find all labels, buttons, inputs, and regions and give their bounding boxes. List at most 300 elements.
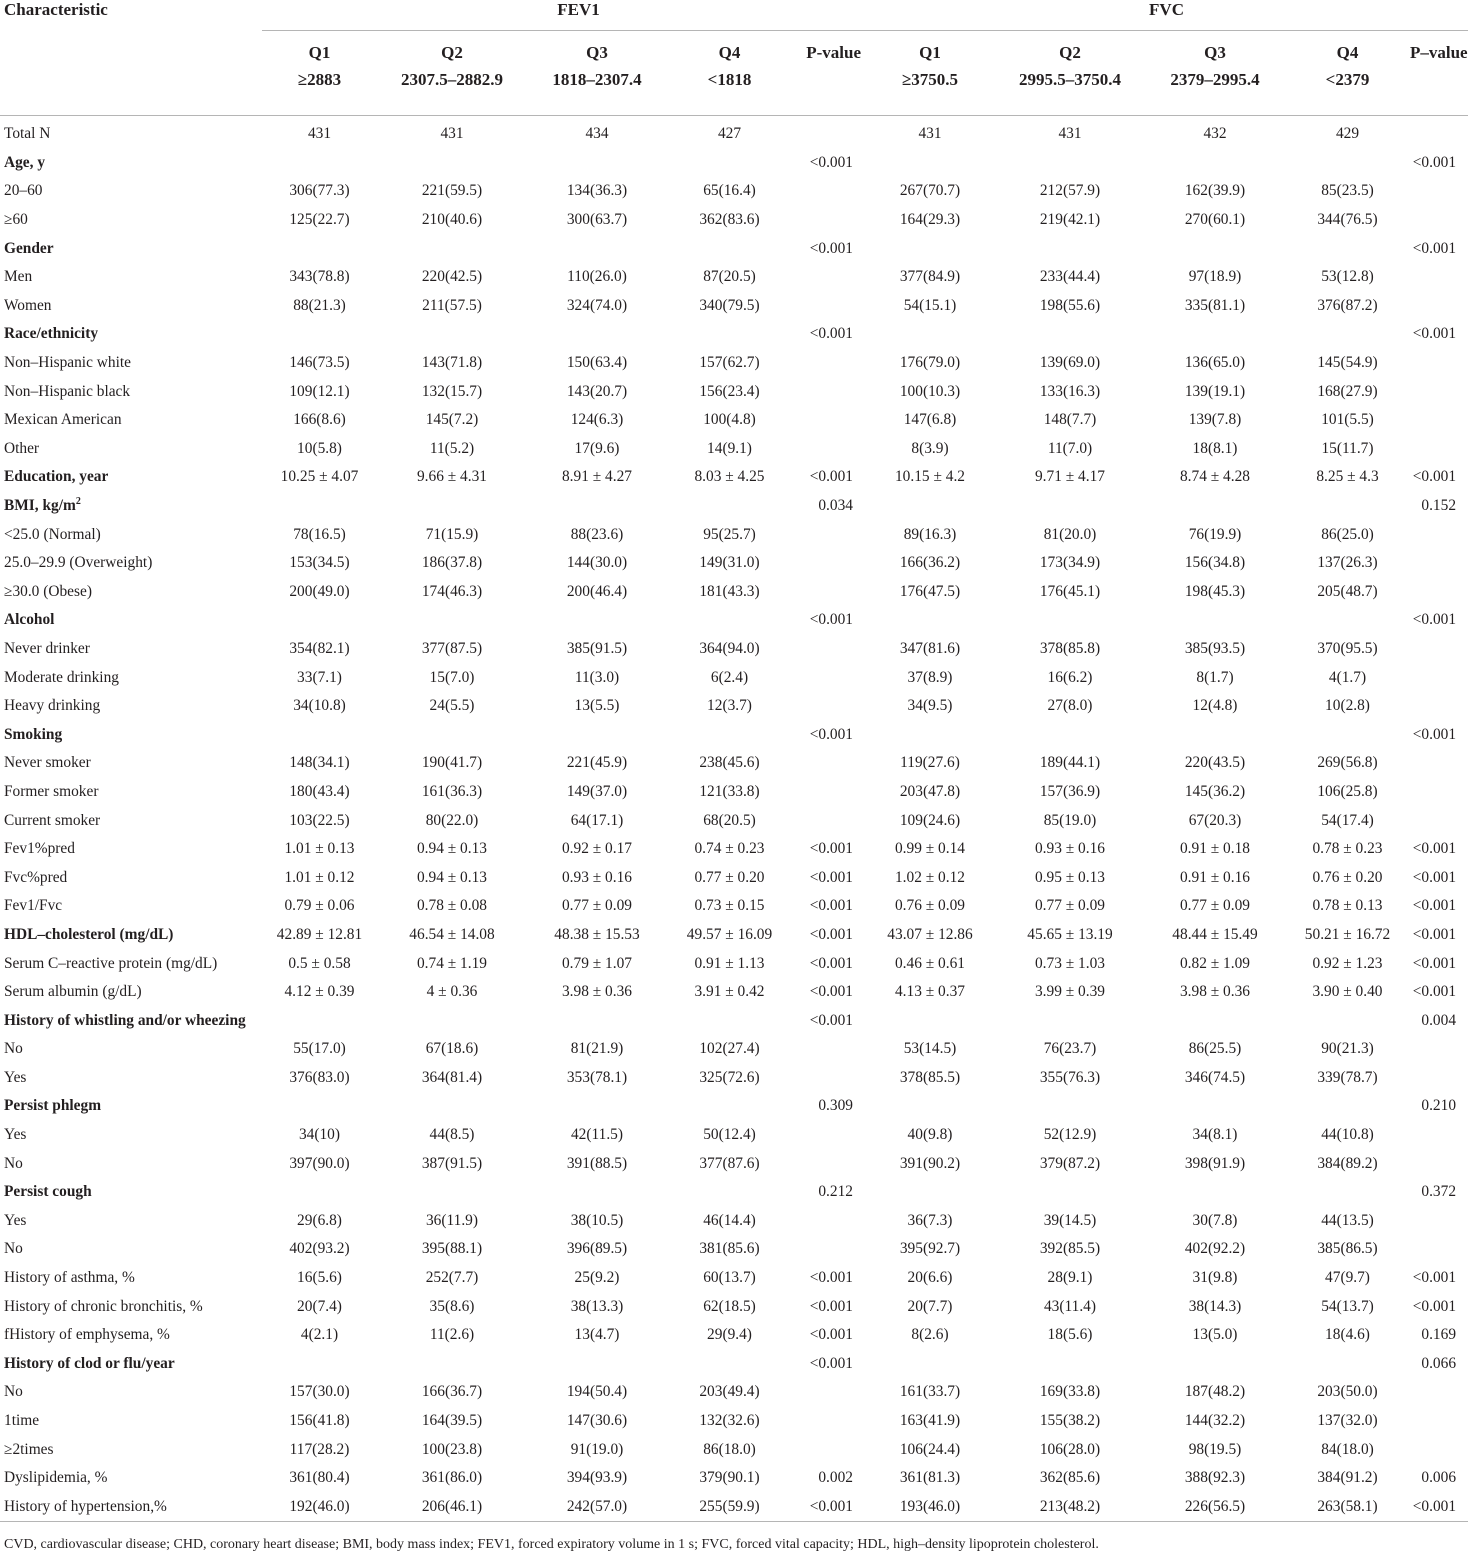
fvc-q4-cell [1285,1006,1410,1035]
fvc-q4-cell: 384(91.2) [1317,1469,1378,1487]
fvc-q3-cell: 270(60.1) [1184,211,1246,229]
fev1-q2-cell: 143(71.8) [421,354,483,372]
fvc-q1-cell [865,234,995,263]
fvc-q4-cell [1285,606,1410,635]
fvc-q4-cell: 344(76.5) [1317,211,1378,229]
fvc-q4-cell: 145(54.9) [1317,354,1378,372]
table-row [0,292,1468,321]
fev1-pvalue-cell [792,692,865,721]
fvc-q3-cell: 0.91 ± 0.16 [1179,868,1250,886]
fvc-q1-cell: 54(15.1) [903,296,957,314]
fev1-q2-cell: 67(18.6) [425,1040,479,1058]
fev1-q1-cell: 55(17.0) [293,1040,346,1058]
fev1-q4-cell [667,1092,792,1121]
fvc-q3-cell: 346(74.5) [1184,1068,1246,1086]
fvc-q1-cell: 147(6.8) [903,411,957,429]
fvc-q2-cell: 362(85.6) [1039,1469,1101,1487]
fvc-q1-cell: 391(90.2) [899,1154,961,1172]
table-row [0,492,1468,521]
fvc-q1-cell: 37(8.9) [907,668,953,686]
fev1-q2-cell: 11(5.2) [429,439,475,457]
table-row [0,1464,1468,1493]
row-label: BMI, $kg/m^2$ [4,496,81,515]
fev1-q2-cell [377,1178,527,1207]
fvc-pvalue-cell: <0.001 [1412,1269,1457,1287]
fev1-q4-cell: 29(9.4) [707,1326,752,1344]
fvc-q4-cell: 54(17.4) [1321,811,1374,829]
table-row [0,978,1468,1007]
fvc-q2-cell: 106(28.0) [1039,1440,1101,1458]
row-label: Yes [4,1211,27,1229]
fvc-q2-cell: 43(11.4) [1043,1297,1096,1315]
row-label: History of hypertension,% [0,1493,262,1522]
fvc-pvalue-cell [1410,1149,1468,1178]
fev1-q2-cell: 164(39.5) [421,1412,483,1430]
table-row [0,863,1468,892]
table-row [0,835,1468,864]
fvc-pvalue-cell: <0.001 [1412,468,1457,486]
fev1-q1-cell: 103(22.5) [289,811,350,829]
table-row [0,1235,1468,1264]
fvc-q3-cell: 139(7.8) [1188,411,1242,429]
fev1-q4-cell [667,320,792,349]
fev1-q1-cell [262,720,377,749]
fvc-q4-cell: 137(26.3) [1317,554,1378,572]
fvc-pvalue-cell: <0.001 [1412,1297,1457,1315]
fev1-q1-cell: 354(82.1) [289,639,350,657]
fvc-q1-cell: 100(10.3) [899,382,961,400]
fvc-q2-cell: 148(7.7) [1043,411,1097,429]
fvc-q1-cell: 119(27.6) [900,754,960,772]
fvc-q3-cell: 226(56.5) [1145,1493,1285,1522]
fev1-q4-cell: 3.91 ± 0.42 [694,983,765,1001]
fvc-pvalue-cell [1410,1435,1468,1464]
fvc-pvalue-cell [1410,1235,1468,1264]
fev1-pvalue-cell: 0.309 [818,1097,853,1115]
fev1-q2-cell [377,1350,527,1379]
fev1-pvalue-cell [792,1149,865,1178]
fev1-pvalue-cell: <0.001 [809,983,853,1001]
fvc-q1-cell [865,1092,995,1121]
fvc-q4-cell: 106(25.8) [1317,782,1378,800]
table-row [0,720,1468,749]
fvc-pvalue-cell [1410,435,1468,464]
fvc-pvalue-cell [1410,406,1468,435]
fev1-q3-cell: 147(30.6) [566,1412,628,1430]
fev1-q3-cell: 394(93.9) [566,1469,628,1487]
fev1-q3-cell: 0.77 ± 0.09 [561,897,632,915]
fev1-q3-cell: 324(74.0) [566,296,628,314]
fev1-q4-header: Q4 <1818 [667,31,792,116]
fev1-q3-cell [527,149,667,178]
fvc-pvalue-cell: <0.001 [1412,983,1457,1001]
fev1-q1-cell [262,320,377,349]
fvc-q1-cell: 347(81.6) [899,639,961,657]
fvc-q4-cell: 137(32.0) [1317,1412,1378,1430]
row-label: Alcohol [4,611,55,629]
fvc-pvalue-cell [1410,1035,1468,1064]
row-label: ≥60 [4,211,28,229]
row-label: Former smoker [4,782,99,800]
table-row [0,778,1468,807]
fev1-pvalue-cell [792,578,865,607]
fev1-q1-cell: 376(83.0) [289,1068,350,1086]
fvc-q1-cell: 34(9.5) [907,697,953,715]
fvc-q4-cell: 10(2.8) [1325,697,1370,715]
table-row [0,406,1468,435]
fev1-q3-cell: 13(4.7) [574,1326,620,1344]
fev1-q1-cell: 192(46.0) [262,1493,377,1522]
fev1-q1-cell: 125(22.7) [289,211,350,229]
fev1-q4-cell: 340(79.5) [699,296,760,314]
fev1-q2-cell: 206(46.1) [377,1493,527,1522]
fvc-q3-cell: 98(19.5) [1188,1440,1242,1458]
row-label: Age, y [4,153,46,171]
fev1-pvalue-cell [792,1121,865,1150]
fvc-q4-cell [1285,234,1410,263]
fev1-q4-cell [667,606,792,635]
row-label: ≥30.0 (Obese) [4,582,92,600]
fvc-q3-cell: 34(8.1) [1192,1126,1238,1144]
fev1-pvalue-cell: <0.001 [809,1011,853,1029]
table-row [0,806,1468,835]
fev1-q2-cell: 71(15.9) [425,525,479,543]
table-row [0,549,1468,578]
fvc-q2-cell: 76(23.7) [1043,1040,1097,1058]
fvc-q1-cell [865,1178,995,1207]
fvc-q1-cell: 0.46 ± 0.61 [894,954,965,972]
fev1-q3-cell: 64(17.1) [570,811,624,829]
fev1-q1-cell: 10(5.8) [297,439,342,457]
fvc-q2-cell: 45.65 ± 13.19 [1027,925,1113,943]
fev1-q2-cell: 190(41.7) [421,754,483,772]
row-label: Non–Hispanic white [4,354,131,372]
fvc-group-header: FVC [865,0,1468,31]
fvc-q4-cell: 203(50.0) [1317,1383,1378,1401]
fvc-q2-cell: 85(19.0) [1043,811,1097,829]
fev1-q4-cell: 14(9.1) [707,439,752,457]
fvc-pvalue-cell: <0.001 [1412,868,1457,886]
row-label: History of clod or flu/year [4,1354,175,1372]
fvc-q3-cell [1145,720,1285,749]
row-label: History of whistling and/or wheezing [4,1011,246,1029]
fev1-q3-cell: 150(63.4) [566,354,628,372]
fvc-pvalue-cell [1410,749,1468,778]
fvc-q1-cell: 53(14.5) [903,1040,957,1058]
fvc-q1-cell: 361(81.3) [899,1469,961,1487]
fvc-q3-cell: 187(48.2) [1184,1383,1246,1401]
fvc-q1-cell: 109(24.6) [899,811,961,829]
row-label: HDL–cholesterol (mg/dL) [4,925,174,943]
fev1-q3-cell: 48.38 ± 15.53 [554,925,640,943]
fvc-q1-cell: 166(36.2) [899,554,961,572]
fvc-q4-cell: 54(13.7) [1321,1297,1374,1315]
table-row [0,1292,1468,1321]
fvc-q2-cell: 0.73 ± 1.03 [1034,954,1105,972]
fvc-q3-cell: 198(45.3) [1184,582,1246,600]
fev1-pvalue-cell: <0.001 [809,925,853,943]
fvc-pvalue-cell: 0.169 [1421,1326,1457,1344]
fev1-q1-cell: 361(80.4) [289,1469,350,1487]
fev1-q4-cell: 149(31.0) [699,554,760,572]
fvc-q1-cell: 36(7.3) [907,1211,953,1229]
row-label: Persist cough [4,1183,92,1201]
row-label: History of chronic bronchitis, % [4,1297,203,1315]
fvc-q2-cell: 11(7.0) [1047,439,1093,457]
fvc-pvalue-cell [1410,263,1468,292]
fvc-q3-cell [1145,320,1285,349]
fev1-q4-cell: 0.73 ± 0.15 [694,897,765,915]
fvc-q4-cell: 50.21 ± 16.72 [1304,925,1391,943]
fvc-q4-cell: 0.78 ± 0.13 [1312,897,1383,915]
fev1-q3-cell: 221(45.9) [566,754,628,772]
fev1-q4-cell: 132(32.6) [699,1412,760,1430]
fvc-q2-cell [995,320,1145,349]
fev1-q2-cell: 100(23.8) [421,1440,483,1458]
fev1-q4-cell [667,149,792,178]
fvc-q4-cell: 385(86.5) [1317,1240,1378,1258]
fvc-q1-cell: 40(9.8) [907,1126,953,1144]
fvc-q4-cell [1285,149,1410,178]
fvc-q4-cell: 4(1.7) [1328,668,1367,686]
fvc-q2-cell: 189(44.1) [1039,754,1101,772]
fev1-q2-cell: 0.78 ± 0.08 [416,897,487,915]
row-label: Dyslipidemia, % [4,1469,108,1487]
table-row [0,435,1468,464]
fvc-q2-cell [995,606,1145,635]
fev1-q1-cell: 343(78.8) [289,268,350,286]
fvc-q2-cell: 213(48.2) [995,1493,1145,1522]
fvc-q3-cell: 432 [1203,125,1227,143]
fev1-pvalue-cell [792,263,865,292]
fev1-q3-cell: 17(9.6) [574,439,620,457]
fvc-q2-cell [995,1350,1145,1379]
fvc-q2-cell [995,234,1145,263]
table-row [0,1064,1468,1093]
fvc-q3-cell: 97(18.9) [1188,268,1242,286]
fvc-q4-cell: 44(13.5) [1321,1211,1374,1229]
fvc-q3-cell: 144(32.2) [1184,1412,1246,1430]
fvc-q4-cell: 376(87.2) [1317,296,1378,314]
fev1-q4-cell: 100(4.8) [703,411,756,429]
fvc-q4-cell [1285,320,1410,349]
fev1-q2-cell [377,606,527,635]
fev1-q4-cell: 87(20.5) [703,268,756,286]
fvc-q4-cell [1285,720,1410,749]
table-row [0,1264,1468,1293]
fev1-q2-cell: 132(15.7) [421,382,483,400]
fvc-q2-cell: 169(33.8) [1039,1383,1101,1401]
fev1-q4-cell: 6(2.4) [710,668,749,686]
fvc-q2-cell: 176(45.1) [1039,582,1101,600]
fvc-q2-cell: 0.77 ± 0.09 [1034,897,1105,915]
fev1-q1-cell: 16(5.6) [297,1269,342,1287]
fev1-pvalue-header: P-value [792,31,865,116]
fvc-q3-cell [1145,1178,1285,1207]
fvc-pvalue-cell [1410,635,1468,664]
fvc-q3-cell: 0.77 ± 0.09 [1179,897,1250,915]
fev1-q3-cell: 0.79 ± 1.07 [561,954,632,972]
fev1-q2-cell: 145(7.2) [425,411,479,429]
fev1-q4-cell: 427 [717,125,742,143]
fev1-q4-cell: 0.77 ± 0.20 [694,868,765,886]
fev1-q3-cell: 300(63.7) [566,211,628,229]
fvc-q1-cell: 176(47.5) [899,582,961,600]
fev1-q3-cell: 200(46.4) [566,582,628,600]
fev1-q4-cell [667,492,792,521]
fvc-pvalue-cell [1410,177,1468,206]
fvc-q3-cell [1145,234,1285,263]
fev1-q1-cell: 156(41.8) [289,1412,350,1430]
fev1-q2-cell: 4 ± 0.36 [426,983,478,1001]
table-body [0,116,1468,1522]
fvc-q4-cell [1285,1178,1410,1207]
table-row [0,206,1468,235]
fev1-pvalue-cell [792,635,865,664]
fvc-q2-cell: 81(20.0) [1043,525,1097,543]
fvc-q3-cell: 0.91 ± 0.18 [1179,840,1250,858]
fev1-pvalue-cell: <0.001 [809,239,853,257]
fev1-pvalue-cell [792,806,865,835]
row-label: Fvc%pred [4,868,68,886]
fvc-pvalue-cell: <0.001 [1412,153,1457,171]
fvc-q4-cell: 86(25.0) [1321,525,1374,543]
fev1-q1-cell [262,1350,377,1379]
fvc-q4-cell: 339(78.7) [1317,1068,1378,1086]
fvc-q4-cell: 429 [1335,125,1360,143]
table-row [0,1121,1468,1150]
row-label: Yes [4,1068,27,1086]
fev1-q3-cell: 143(20.7) [566,382,628,400]
fvc-q1-cell [865,1350,995,1379]
fev1-q4-cell: 0.74 ± 0.23 [694,840,765,858]
table-row [0,578,1468,607]
fev1-q2-cell: 361(86.0) [421,1469,483,1487]
fev1-q3-cell: 91(19.0) [570,1440,624,1458]
fev1-q1-cell: 146(73.5) [289,354,350,372]
fvc-q1-cell: 20(6.6) [907,1269,953,1287]
fev1-q1-cell: 0.5 ± 0.58 [288,954,351,972]
fev1-q2-cell [377,149,527,178]
fev1-q4-cell: 86(18.0) [703,1440,756,1458]
fev1-pvalue-cell: <0.001 [809,725,853,743]
fev1-q3-cell [527,492,667,521]
table-row [0,1435,1468,1464]
fev1-q1-cell [262,606,377,635]
fev1-q1-cell: 10.25 ± 4.07 [280,468,359,486]
fev1-q2-cell: 24(5.5) [429,697,475,715]
fev1-pvalue-cell [792,1378,865,1407]
fev1-q3-cell: 353(78.1) [566,1068,628,1086]
row-label: Yes [4,1126,27,1144]
fvc-q3-cell [1145,1350,1285,1379]
table-row [0,520,1468,549]
fev1-q1-cell: 200(49.0) [289,582,350,600]
label-superscript: 2 [75,496,81,508]
fev1-q2-cell: 0.94 ± 0.13 [416,868,487,886]
table-row [0,349,1468,378]
row-label: Current smoker [4,811,101,829]
fev1-q4-cell: 325(72.6) [699,1068,760,1086]
fev1-q3-cell: 194(50.4) [566,1383,628,1401]
fev1-q2-cell: 395(88.1) [421,1240,483,1258]
fev1-q4-cell [667,1006,792,1035]
fev1-q4-cell: 157(62.7) [699,354,760,372]
fev1-pvalue-cell [792,1235,865,1264]
fev1-q3-cell [527,720,667,749]
fvc-q4-cell: 18(4.6) [1325,1326,1370,1344]
fev1-pvalue-cell: <0.001 [809,954,853,972]
table-row [0,1035,1468,1064]
fev1-q2-cell [377,320,527,349]
fev1-q2-cell: 220(42.5) [421,268,483,286]
fvc-pvalue-cell: <0.001 [1412,611,1457,629]
fev1-q1-cell: 78(16.5) [293,525,346,543]
fvc-q1-cell [865,606,995,635]
fvc-pvalue-cell [1410,206,1468,235]
fev1-q1-cell: 402(93.2) [289,1240,350,1258]
fvc-pvalue-cell: <0.001 [1412,897,1457,915]
fev1-q2-cell: 364(81.4) [421,1068,483,1086]
fev1-pvalue-cell: 0.034 [818,497,853,515]
row-label: Smoking [4,725,63,743]
table-row [0,1207,1468,1236]
fev1-pvalue-cell [792,377,865,406]
fev1-q4-cell: 0.91 ± 1.13 [694,954,765,972]
table-row [0,320,1468,349]
fvc-pvalue-cell: 0.004 [1421,1011,1457,1029]
fev1-q4-cell [667,1350,792,1379]
fvc-q2-cell: 39(14.5) [1043,1211,1097,1229]
fev1-pvalue-cell: <0.001 [809,1269,853,1287]
fvc-q1-cell: 163(41.9) [899,1412,961,1430]
fev1-q4-cell: 68(20.5) [703,811,756,829]
fev1-pvalue-cell: 0.002 [818,1469,853,1487]
fev1-q2-cell [377,492,527,521]
fvc-q4-cell [1285,1350,1410,1379]
fvc-q4-cell: 168(27.9) [1317,382,1378,400]
fev1-q1-cell: 117(28.2) [289,1440,350,1458]
fvc-q3-cell [1145,1006,1285,1035]
table-row [0,263,1468,292]
fvc-q3-cell: 13(5.0) [1192,1326,1238,1344]
fvc-q1-cell [865,149,995,178]
row-label: Fev1%pred [4,840,75,858]
fvc-q4-cell: 15(11.7) [1321,439,1374,457]
fev1-pvalue-cell [792,116,865,149]
fvc-q4-cell: 85(23.5) [1321,182,1374,200]
fvc-pvalue-cell [1410,292,1468,321]
fev1-q2-cell: 36(11.9) [425,1211,478,1229]
fev1-q1-cell: 4.12 ± 0.39 [284,983,355,1001]
fvc-q2-cell: 52(12.9) [1043,1126,1097,1144]
fvc-q2-cell: 18(5.6) [1047,1326,1093,1344]
fev1-q3-cell: 391(88.5) [566,1154,628,1172]
fev1-pvalue-cell: <0.001 [809,153,853,171]
row-label: History of asthma, % [4,1269,135,1287]
fvc-q3-cell: 398(91.9) [1184,1154,1246,1172]
fvc-q1-cell: 267(70.7) [899,182,961,200]
fvc-q4-cell: 44(10.8) [1321,1126,1374,1144]
table-row [0,1149,1468,1178]
fvc-pvalue-cell: 0.152 [1421,497,1457,515]
row-label: Serum C–reactive protein (mg/dL) [4,954,218,972]
fvc-q1-cell [865,720,995,749]
fev1-q3-cell: 124(6.3) [570,411,624,429]
fev1-q1-cell: 4(2.1) [300,1326,339,1344]
fev1-q2-cell: 11(2.6) [429,1326,475,1344]
fvc-q1-cell [865,492,995,521]
